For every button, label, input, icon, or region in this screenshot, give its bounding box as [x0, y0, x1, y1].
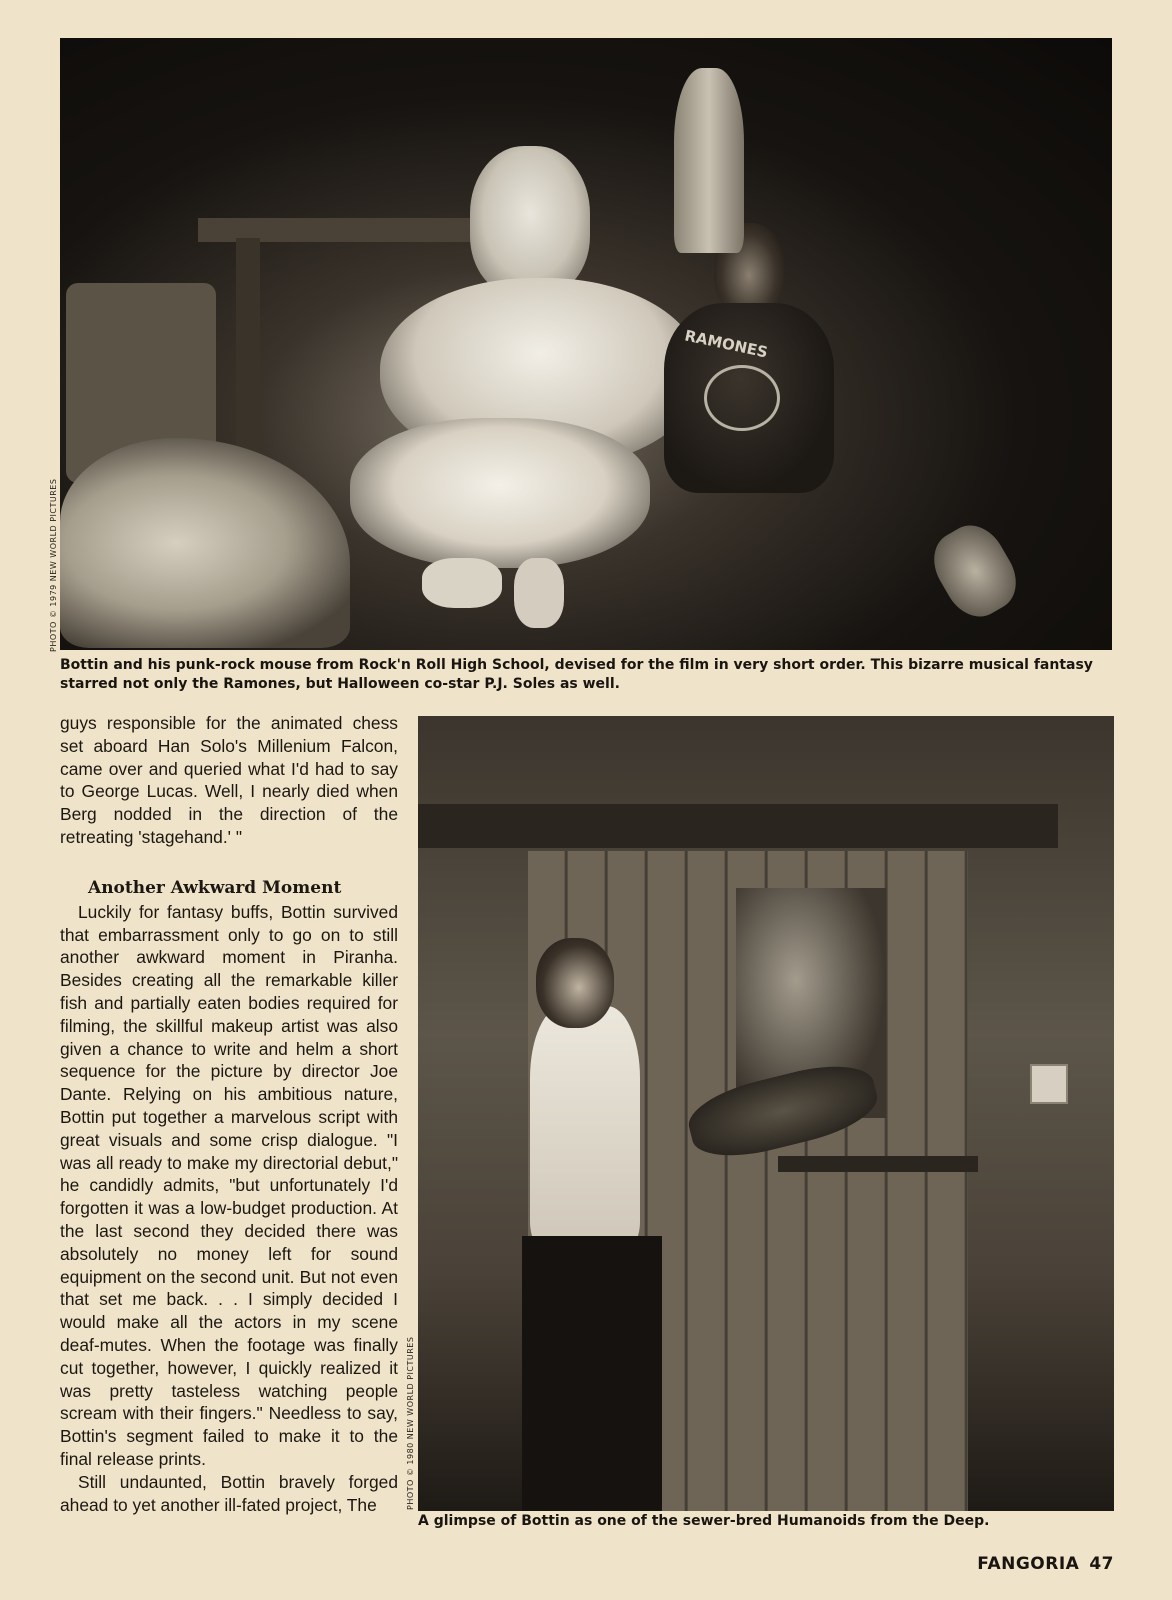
- photo-caption: Bottin and his punk-rock mouse from Rock'n Roll High School, devised for the film in very short order. This bizarre musical fantasy starred not only the Ramones, but Halloween co-star P.J. Soles as well.: [60, 657, 1093, 692]
- page-number: 47: [1089, 1554, 1114, 1574]
- photo-punk-rock-mouse: [60, 38, 1112, 650]
- door-latch: [778, 1156, 978, 1172]
- article-paragraph: guys responsible for the animated chess set aboard Han Solo's Millenium Falcon, came over and queried what I'd had to say to George Lucas. Well, I nearly died when Berg nodded in the direction of the retreating 'stagehand.' ": [60, 713, 398, 847]
- woman-skirt: [522, 1236, 662, 1511]
- woman-torso: [530, 1006, 640, 1246]
- woman-head: [536, 938, 614, 1028]
- article-paragraph: Luckily for fantasy buffs, Bottin survived that embarrassment only to go on to still another awkward moment in Piranha. Besides creating all the remarkable killer fish and partially eaten bodies required for filming, the skillful makeup artist was also given a chance to write and helm a short sequence for the picture by director Joe Dante. Relying on his ambitious nature, Bottin put together a marvelous script with great visuals and some crisp dialogue. "I was all ready to make my directorial debut," he candidly admits, "but unfortunately I'd forgotten it was a low-budget production. At the last second they decided there was absolutely no money left for sound equipment on the second unit. But not even that set me back. . . I simply decided I would make all the actors in my scene deaf-mutes. When the footage was finally cut together, however, I quickly realized it was pretty tasteless watching people scream with their fingers." Needless to say, Bottin's segment failed to make it to the final release prints.: [60, 901, 398, 1469]
- mouse-head: [470, 146, 590, 296]
- photo-credit: PHOTO © 1980 NEW WORLD PICTURES: [406, 1336, 415, 1510]
- mask-pile: [60, 438, 350, 648]
- article-paragraph: Still undaunted, Bottin bravely forged ahead to yet another ill-fated project, The: [60, 1471, 398, 1515]
- article-column: [60, 712, 398, 1516]
- photo-caption: A glimpse of Bottin as one of the sewer-bred Humanoids from the Deep.: [418, 1513, 990, 1529]
- mouse-legs: [350, 418, 650, 568]
- shirt-text: RAMONES: [683, 326, 770, 362]
- page-footer: [967, 1554, 1114, 1574]
- beam: [418, 804, 1058, 848]
- photo-credit: PHOTO © 1979 NEW WORLD PICTURES: [49, 478, 58, 652]
- sneaker-left: [422, 558, 502, 608]
- article-subhead: Another Awkward Moment: [88, 877, 342, 898]
- magazine-name: FANGORIA: [977, 1554, 1080, 1574]
- ramones-shirt: [664, 303, 834, 493]
- sculpture: [674, 68, 744, 253]
- photo-humanoids: [418, 716, 1114, 1511]
- doll: [922, 515, 1028, 628]
- bench-leg: [236, 238, 260, 478]
- shirt-logo: [704, 365, 780, 431]
- light-switch: [1030, 1064, 1068, 1104]
- sneaker-right: [514, 558, 564, 628]
